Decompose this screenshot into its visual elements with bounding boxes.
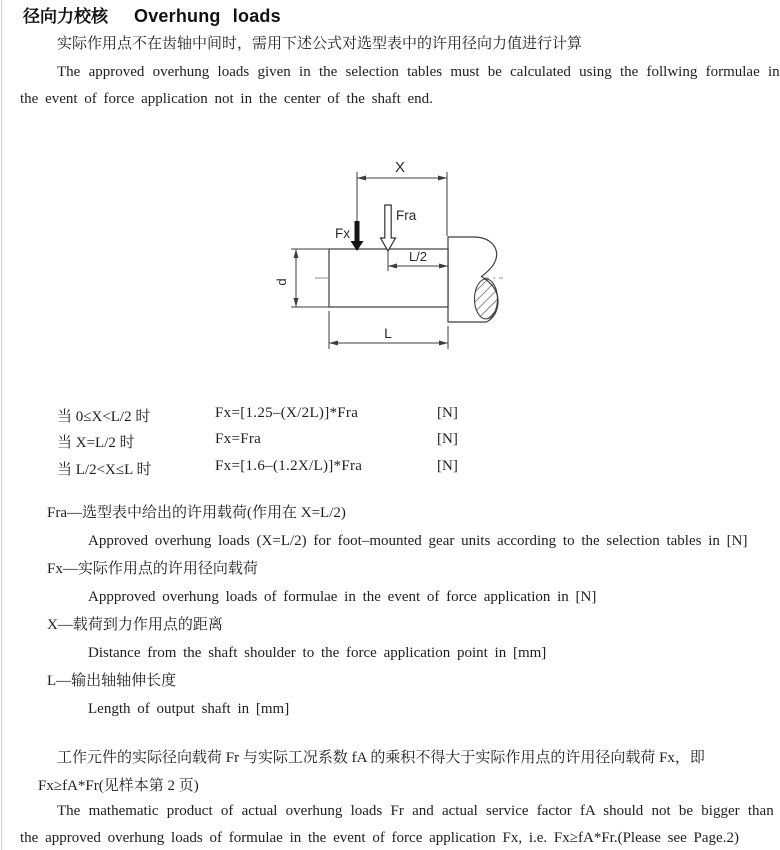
formula-row: [0, 458, 780, 480]
formula-condition: 当 X=L/2 时: [57, 435, 135, 451]
definition-desc-fx: Appproved overhung loads of formulae in the event of force application in [N]: [88, 589, 597, 605]
definition-term-l: L—输出轴轴伸长度: [47, 673, 177, 689]
formula-row: [0, 405, 780, 427]
formula-expression: Fx=[1.25–(X/2L)]*Fra: [215, 405, 359, 421]
x-arrow-left: [357, 176, 366, 181]
definition-term-x: X—载荷到力作用点的距离: [47, 617, 223, 633]
page-title: [23, 2, 281, 27]
formula-row: [0, 431, 780, 453]
x-arrow-right: [438, 176, 447, 181]
d-arrow-top: [294, 249, 299, 258]
definition-term-fx: Fx—实际作用点的许用径向载荷: [47, 561, 258, 577]
page-title-en: Overhung loads: [134, 6, 281, 26]
half-length-label: L/2: [408, 249, 428, 264]
closing-en-line2: the approved overhung loads of formulae in the event of force application Fx, i.e. Fx≥fA*Fr.(Please see Page.2): [20, 830, 739, 846]
intro-text-en-line2: the event of force application not in the center of the shaft end.: [20, 91, 433, 107]
intro-text-en-line1: The approved overhung loads given in the selection tables must be calculated using the follwing formulae in: [57, 64, 780, 80]
intro-text-cn: 实际作用点不在齿轴中间时，需用下述公式对选型表中的许用径向力值进行计算: [57, 36, 583, 52]
l-arrow-left: [329, 341, 338, 346]
diameter-label: d: [274, 278, 289, 286]
formula-condition: 当 L/2<X≤L 时: [57, 462, 152, 478]
formula-condition: 当 0≤X<L/2 时: [57, 409, 151, 425]
formula-unit: [N]: [437, 458, 458, 474]
fra-force-label: Fra: [396, 208, 417, 223]
fx-force-label: Fx: [335, 226, 350, 241]
closing-cn-line1: 工作元件的实际径向载荷 Fr 与实际工况系数 fA 的乘积不得大于实际作用点的许用径向载荷 Fx，即: [57, 750, 705, 766]
x-dim-label: X: [394, 159, 406, 176]
shaft-diagram: [270, 150, 520, 362]
formula-expression: Fx=Fra: [215, 431, 262, 447]
formula-unit: [N]: [437, 405, 458, 421]
l-arrow-right: [439, 341, 448, 346]
closing-cn-line2: Fx≥fA*Fr(见样本第 2 页): [38, 778, 199, 794]
fx-arrow-stem: [355, 221, 360, 242]
formula-unit: [N]: [437, 431, 458, 447]
d-arrow-bottom: [294, 298, 299, 307]
fra-arrow: [381, 205, 396, 251]
definition-desc-x: Distance from the shaft shoulder to the force application point in [mm]: [88, 645, 547, 661]
formula-expression: Fx=[1.6–(1.2X/L)]*Fra: [215, 458, 363, 474]
section-hatch: [475, 279, 498, 319]
length-label: L: [384, 325, 392, 341]
definition-desc-l: Length of output shaft in [mm]: [88, 701, 290, 717]
definition-desc-fra: Approved overhung loads (X=L/2) for foot–mounted gear units according to the selection tables in [N]: [88, 533, 748, 549]
closing-en-line1: The mathematic product of actual overhung loads Fr and actual service factor fA should not be bigger than: [57, 803, 774, 819]
definition-term-fra: Fra—选型表中给出的许用载荷(作用在 X=L/2): [47, 505, 346, 521]
page-title-cn: 径向力校核: [23, 7, 108, 26]
